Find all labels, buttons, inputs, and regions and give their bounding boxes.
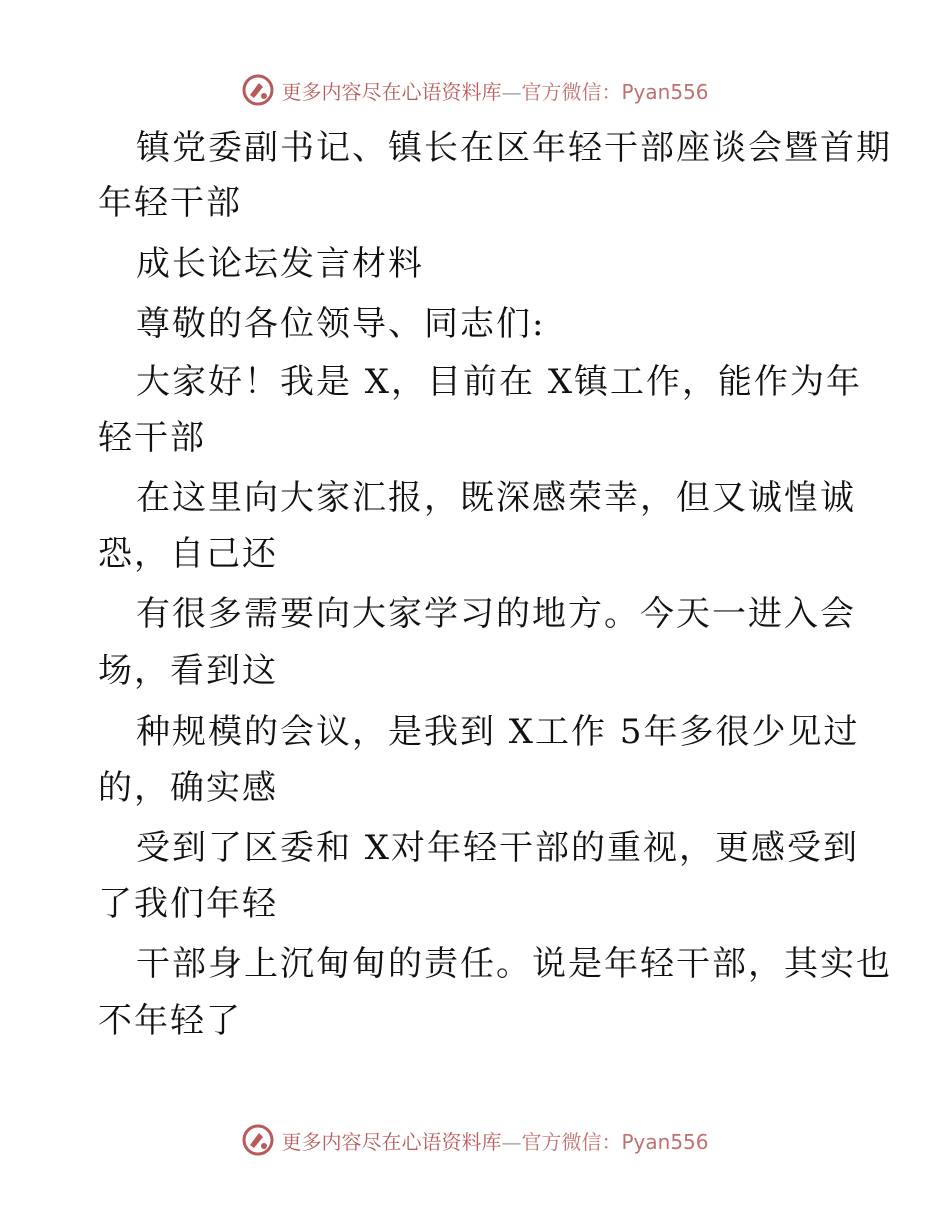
paragraph-line: 种规模的会议，是我到 X工作 5年多很少见过 [136, 712, 860, 752]
paragraph-line: 尊敬的各位领导、同志们: [136, 304, 546, 344]
watermark-dash: — [501, 79, 522, 104]
watermark-wechat-id: Pyan556 [621, 79, 709, 104]
watermark-text [281, 1126, 708, 1155]
paragraph-line: 恐，自己还 [98, 534, 278, 574]
watermark-brand: 更多内容尽在心语资料库 [281, 79, 502, 104]
paragraph-line: 轻干部 [98, 418, 206, 458]
watermark-text [281, 76, 708, 105]
paragraph-line: 大家好！我是 X，目前在 X镇工作，能作为年 [136, 362, 863, 402]
paragraph-line: 镇党委副书记、镇长在区年轻干部座谈会暨首期 [136, 128, 892, 168]
paragraph-line: 年轻干部 [98, 183, 242, 223]
paragraph-line: 了我们年轻 [98, 884, 278, 924]
watermark-header [0, 70, 950, 110]
watermark-wechat-id: Pyan556 [621, 1129, 709, 1154]
paragraph-line: 成长论坛发言材料 [136, 244, 424, 284]
paragraph-line: 的，确实感 [98, 768, 278, 808]
paragraph-line: 有很多需要向大家学习的地方。今天一进入会 [136, 594, 856, 634]
watermark-brand: 更多内容尽在心语资料库 [281, 1129, 502, 1154]
paragraph-line: 在这里向大家汇报，既深感荣幸，但又诚惶诚 [136, 478, 856, 518]
watermark-wechat-label: 官方微信： [521, 1129, 622, 1154]
brand-logo-icon [241, 1123, 275, 1157]
paragraph-line: 场，看到这 [98, 651, 278, 691]
watermark-footer [0, 1120, 950, 1160]
paragraph-line: 干部身上沉甸甸的责任。说是年轻干部，其实也 [136, 944, 892, 984]
watermark-dash: — [501, 1129, 522, 1154]
paragraph-line: 不年轻了 [98, 1001, 242, 1041]
paragraph-line: 受到了区委和 X对年轻干部的重视，更感受到 [136, 828, 860, 868]
watermark-wechat-label: 官方微信： [521, 79, 622, 104]
brand-logo-icon [241, 73, 275, 107]
